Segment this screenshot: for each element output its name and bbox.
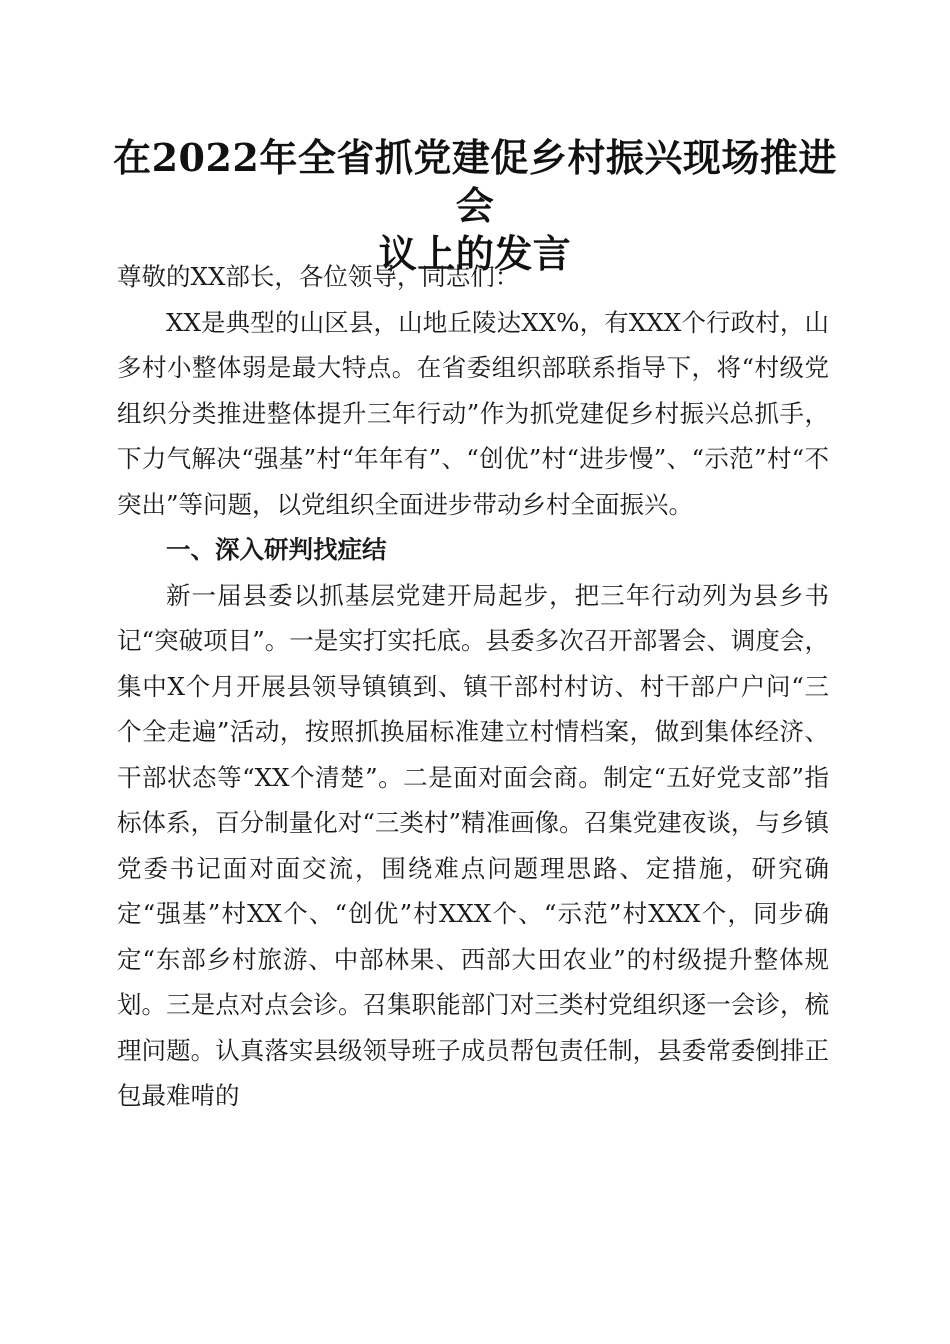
document-body <box>117 254 829 1119</box>
salutation: 尊敬的XX部长，各位领导，同志们： <box>117 262 520 291</box>
section-paragraph: 新一届县委以抓基层党建开局起步，把三年行动列为县乡书记“突破项目”。一是实打实托底。县委多次召开部署会、调度会，集中X个月开展县领导镇镇到、镇干部村村访、村干部户户问“三个全走遍”活动，按照抓换届标准建立村情档案，做到集体经济、干部状态等“XX个清楚”。二是面对面会商。制定“五好党支部”指标体系，百分制量化对“三类村”精准画像。召集党建夜谈，与乡镇党委书记面对面交流，围绕难点问题理思路、定措施，研究确定“强基”村XX个、“创优”村XXX个、“示范”村XXX个，同步确定“东部乡村旅游、中部林果、西部大田农业”的村级提升整体规划。三是点对点会诊。召集职能部门对三类村党组织逐一会诊，梳理问题。认真落实县级领导班子成员帮包责任制，县委常委倒排正包最难啃的 <box>117 580 829 1110</box>
title-line-2: 议上的发言 <box>378 231 572 276</box>
section-heading: 一、深入研判找症结 <box>166 535 387 564</box>
title-line-1: 在2022年全省抓党建促乡村振兴现场推进会 <box>113 135 837 228</box>
intro-paragraph: XX是典型的山区县，山地丘陵达XX%，有XXX个行政村，山多村小整体弱是最大特点。在省委组织部联系指导下，将“村级党组织分类推进整体提升三年行动”作为抓党建促乡村振兴总抓手，下力气解决“强基”村“年年有”、“创优”村“进步慢”、“示范”村“不突出”等问题，以党组织全面进步带动乡村全面振兴。 <box>117 307 829 519</box>
